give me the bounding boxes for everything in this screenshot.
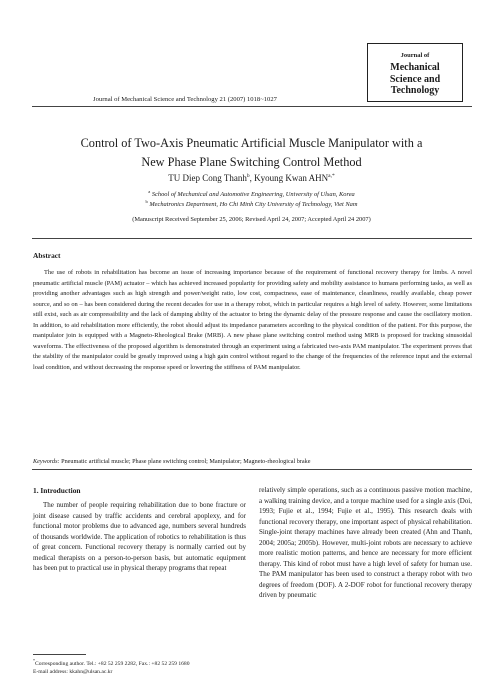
author-name: TU Diep Cong Thanh [168, 173, 247, 183]
footnote [33, 657, 246, 676]
section-heading: 1. Introduction [33, 486, 81, 495]
intro-right-column: relatively simple operations, such as a continuous passive motion machine, a walking training device, and a torque machine used for a single axis (Doi, 1993; Fujie et al., 1994; Fujie et al., 1995). This research deals with functional recovery therapy, one important aspect of physical rehabilitation. Single-joint therapy machines have already been created (Ahn and Thanh, 2004; 2005a; 2005b). However, multi-joint robots are necessary to achieve more realistic motion patterns, and hence are necessary for more efficient therapy. This kind of robot must have a high level of safety for human use. The PAM manipulator has been used to construct a therapy robot with two degrees of freedom (DOF). A 2-DOF robot for functional recovery therapy driven by pneumatic [259, 486, 472, 599]
affiliation-mark: a [148, 189, 151, 194]
intro-left-column: The number of people requiring rehabilitation due to bone fracture or joint disease caused by traffic accidents and cerebral apoplexy, and for functional motor problems due to advanced age, numbers several hundreds of thousands worldwide. The application of robotics to rehabilitation is thus of great concern. Functional recovery therapy is normally carried out by medical therapists on a person-to-person basis, but automatic equipment has been put to practical use in physical therapy programs that repeat [33, 501, 246, 572]
footnote-divider [33, 654, 86, 655]
title-line: Control of Two-Axis Pneumatic Artificial Muscle Manipulator with a [80, 136, 423, 150]
footnote-contact: Corresponding author. Tel.: +82 52 259 2282, Fax.: +82 52 259 1680 [35, 660, 190, 667]
abstract-top-divider [32, 238, 472, 239]
author-list [0, 173, 503, 183]
affiliation [0, 199, 503, 208]
affiliation [0, 189, 503, 198]
affiliation-text: School of Mechanical and Automotive Engineering, University of Ulsan, Korea [150, 191, 355, 199]
footnote-mark: * [33, 658, 35, 663]
footnote-line [33, 657, 246, 668]
author-name: Kyoung Kwan AHN [254, 173, 329, 183]
affiliation-mark: b [145, 199, 148, 204]
footnote-email: E-mail address: kkahn@ulsan.ac.kr [33, 668, 113, 675]
journal-logo-box [367, 43, 463, 102]
manuscript-dates: (Manuscript Received September 25, 2006; Revised April 24, 2007; Accepted April 24 2007) [132, 216, 371, 223]
journal-logo-line: Technology [390, 85, 440, 96]
abstract-body: The use of robots in rehabilitation has become an issue of increasing importance because of the requirement of functional recovery therapy for limbs. A novel pneumatic artificial muscle (PAM) actuator – which has achieved increased popularity for providing safety and mobility assistance to humans performing tasks, as well as providing another advantages such as high strength and power/weight ratio, low cost, compactness, ease of maintenance, cleanliness, readily available, cheap power source, and so on – has been considered during the recent decades for use in a therapy robot, which in particular requires a high level of safety. However, some limitations still exist, such as air compressibility and the lack of damping ability of the actuator to bring the dynamic delay of the pressure response and cause the oscillatory motion. In addition, to aid rehabilitation more efficiently, the robot should adjust its impedance parameters according to the physical condition of the patient. For this purpose, the manipulator join is equipped with a Magneto-Rheological Brake (MRB). A new phase plane switching control method using MRB is proposed for tracking sinusoidal waveforms. The effectiveness of the proposed algorithm is demonstrated through an experiment using a fabricated two-axis PAM manipulator. The experiment proves that the stability of the manipulator could be greatly improved using a high gain control without regard to the change of the frequencies of the reference input and the external load condition, and without decreasing the response speed or lowering the stiffness of PAM manipulator. [33, 269, 472, 371]
journal-logo-line: Mechanical [390, 62, 440, 73]
paper-title [20, 134, 483, 172]
journal-citation: Journal of Mechanical Science and Technology 21 (2007) 1018~1027 [93, 96, 277, 103]
journal-logo-line: Journal of [400, 52, 430, 59]
abstract-heading: Abstract [33, 251, 61, 260]
keywords-label: Keywords: [33, 458, 60, 465]
author-affil-mark: a,* [328, 173, 335, 179]
journal-logo-line: Science and [389, 73, 441, 85]
abstract-bottom-divider [32, 469, 472, 470]
affiliation-text: Mechatronics Department, Ho Chi Minh City University of Technology, Viet Nam [147, 201, 358, 209]
header-divider [32, 106, 472, 107]
author-separator: , [249, 173, 255, 183]
keywords [33, 458, 472, 465]
keywords-text: Pneumatic artificial muscle; Phase plane switching control; Manipulator; Magneto-rheological brake [59, 458, 311, 465]
title-line: New Phase Plane Switching Control Method [141, 155, 362, 169]
author-affil-mark: b [246, 173, 250, 179]
